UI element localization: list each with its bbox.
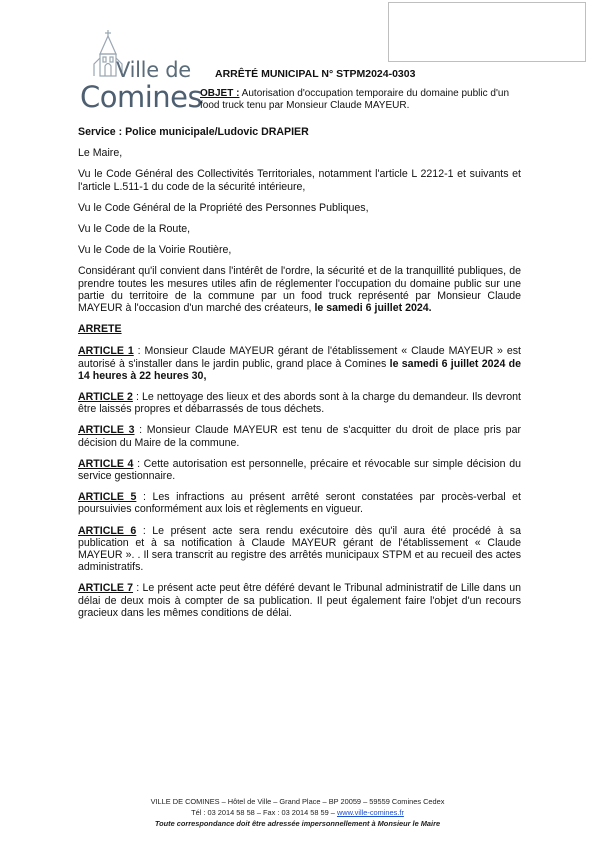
- article-3: [78, 424, 521, 448]
- considerant-paragraph: [78, 265, 521, 314]
- article-3-label: ARTICLE 3: [78, 424, 135, 437]
- article-1: [78, 345, 521, 382]
- vu-line-1: Vu le Code Général des Collectivités Territoriales, notamment l'article L 2212-1 et suivants et l'article L.511-1 du code de la sécurité intérieure,: [78, 168, 521, 193]
- article-5: [78, 491, 521, 515]
- service-line: Service : Police municipale/Ludovic DRAPIER: [78, 126, 309, 138]
- footer-note: Toute correspondance doit être adressée impersonnellement à Monsieur le Maire: [154, 819, 441, 828]
- article-6-text: : Le présent acte sera rendu exécutoire dès qu'il aura été procédé à sa publication et à sa notification à Claude MAYEUR gérant de l'établissement « Claude MAYEUR ». . Il sera transcrit au registre des arrêtés municipaux STPM et au recueil des actes administratifs.: [78, 524, 521, 574]
- article-5-label: ARTICLE 5: [78, 491, 137, 504]
- document-body: [78, 126, 521, 628]
- vu-line-2: Vu le Code Général de la Propriété des Personnes Publiques,: [78, 201, 369, 214]
- article-4: [78, 458, 521, 482]
- objet-block: [200, 88, 530, 112]
- stamp-box: [388, 2, 586, 62]
- article-6-label: ARTICLE 6: [78, 524, 137, 537]
- article-1-date: le samedi 6 juillet 2024 de 14 heures à 22 heures 30,: [78, 357, 521, 382]
- objet-label: OBJET :: [200, 88, 240, 99]
- logo-text-comines: Comines: [80, 80, 203, 114]
- footer-website-link[interactable]: www.ville-comines.fr: [336, 808, 404, 817]
- article-7-text: : Le présent acte peut être déféré devant le Tribunal administratif de Lille dans un délai de deux mois à compter de sa publication. Il peut également faire l'objet d'un recours gracieux dans les mêmes conditions de délai.: [78, 582, 521, 619]
- maire-line: Le Maire,: [78, 147, 123, 160]
- article-2-text: : Le nettoyage des lieux et des abords sont à la charge du demandeur. Ils devront être laissés propres et débarrassés de tous déchets.: [78, 391, 521, 416]
- article-4-label: ARTICLE 4: [78, 457, 134, 470]
- article-5-text: : Les infractions au présent arrêté seront constatées par procès-verbal et poursuivies conformément aux lois et règlements en vigueur.: [78, 491, 521, 516]
- article-4-text: : Cette autorisation est personnelle, précaire et révocable sur simple décision du service gestionnaire.: [78, 457, 521, 483]
- footer: [0, 796, 595, 829]
- article-3-text: : Monsieur Claude MAYEUR est tenu de s'acquitter du droit de place pris par décision du Maire de la commune.: [78, 424, 521, 449]
- footer-address: VILLE DE COMINES – Hôtel de Ville – Grand Place – BP 20059 – 59559 Comines Cedex: [150, 797, 445, 806]
- article-2: [78, 391, 521, 415]
- footer-phone: Tél : 03 2014 58 58 – Fax : 03 2014 58 59 –: [191, 808, 337, 817]
- vu-line-3: Vu le Code de la Route,: [78, 223, 191, 236]
- footer-contact: [0, 807, 595, 818]
- logo-text-ville: Ville de: [116, 58, 191, 82]
- city-logo: [80, 28, 203, 114]
- article-1-text: : Monsieur Claude MAYEUR gérant de l'établissement « Claude MAYEUR » est autorisé à s'installer dans le jardin public, grand place à Comines: [78, 345, 521, 370]
- considerant-text: Considérant qu'il convient dans l'intérêt de l'ordre, la sécurité et de la tranquillité publiques, de prendre toutes les mesures utiles afin de réglementer l'occupation du domaine public sur une partie du territoire de la commune par un food truck représenté par Monsieur Claude MAYEUR à l'occasion d'un marché des créateurs,: [78, 265, 521, 315]
- document-title: ARRÊTÉ MUNICIPAL N° STPM2024-0303: [215, 68, 416, 80]
- objet-text: Autorisation d'occupation temporaire du domaine public d'un food truck tenu par Monsieur Claude MAYEUR.: [200, 88, 509, 111]
- article-7-label: ARTICLE 7: [78, 582, 134, 595]
- article-7: [78, 582, 521, 619]
- arrete-heading: ARRETE: [78, 323, 122, 336]
- article-1-label: ARTICLE 1: [78, 345, 134, 358]
- vu-line-4: Vu le Code de la Voirie Routière,: [78, 244, 232, 257]
- article-6: [78, 525, 521, 574]
- considerant-date: le samedi 6 juillet 2024.: [314, 302, 432, 315]
- article-2-label: ARTICLE 2: [78, 391, 133, 404]
